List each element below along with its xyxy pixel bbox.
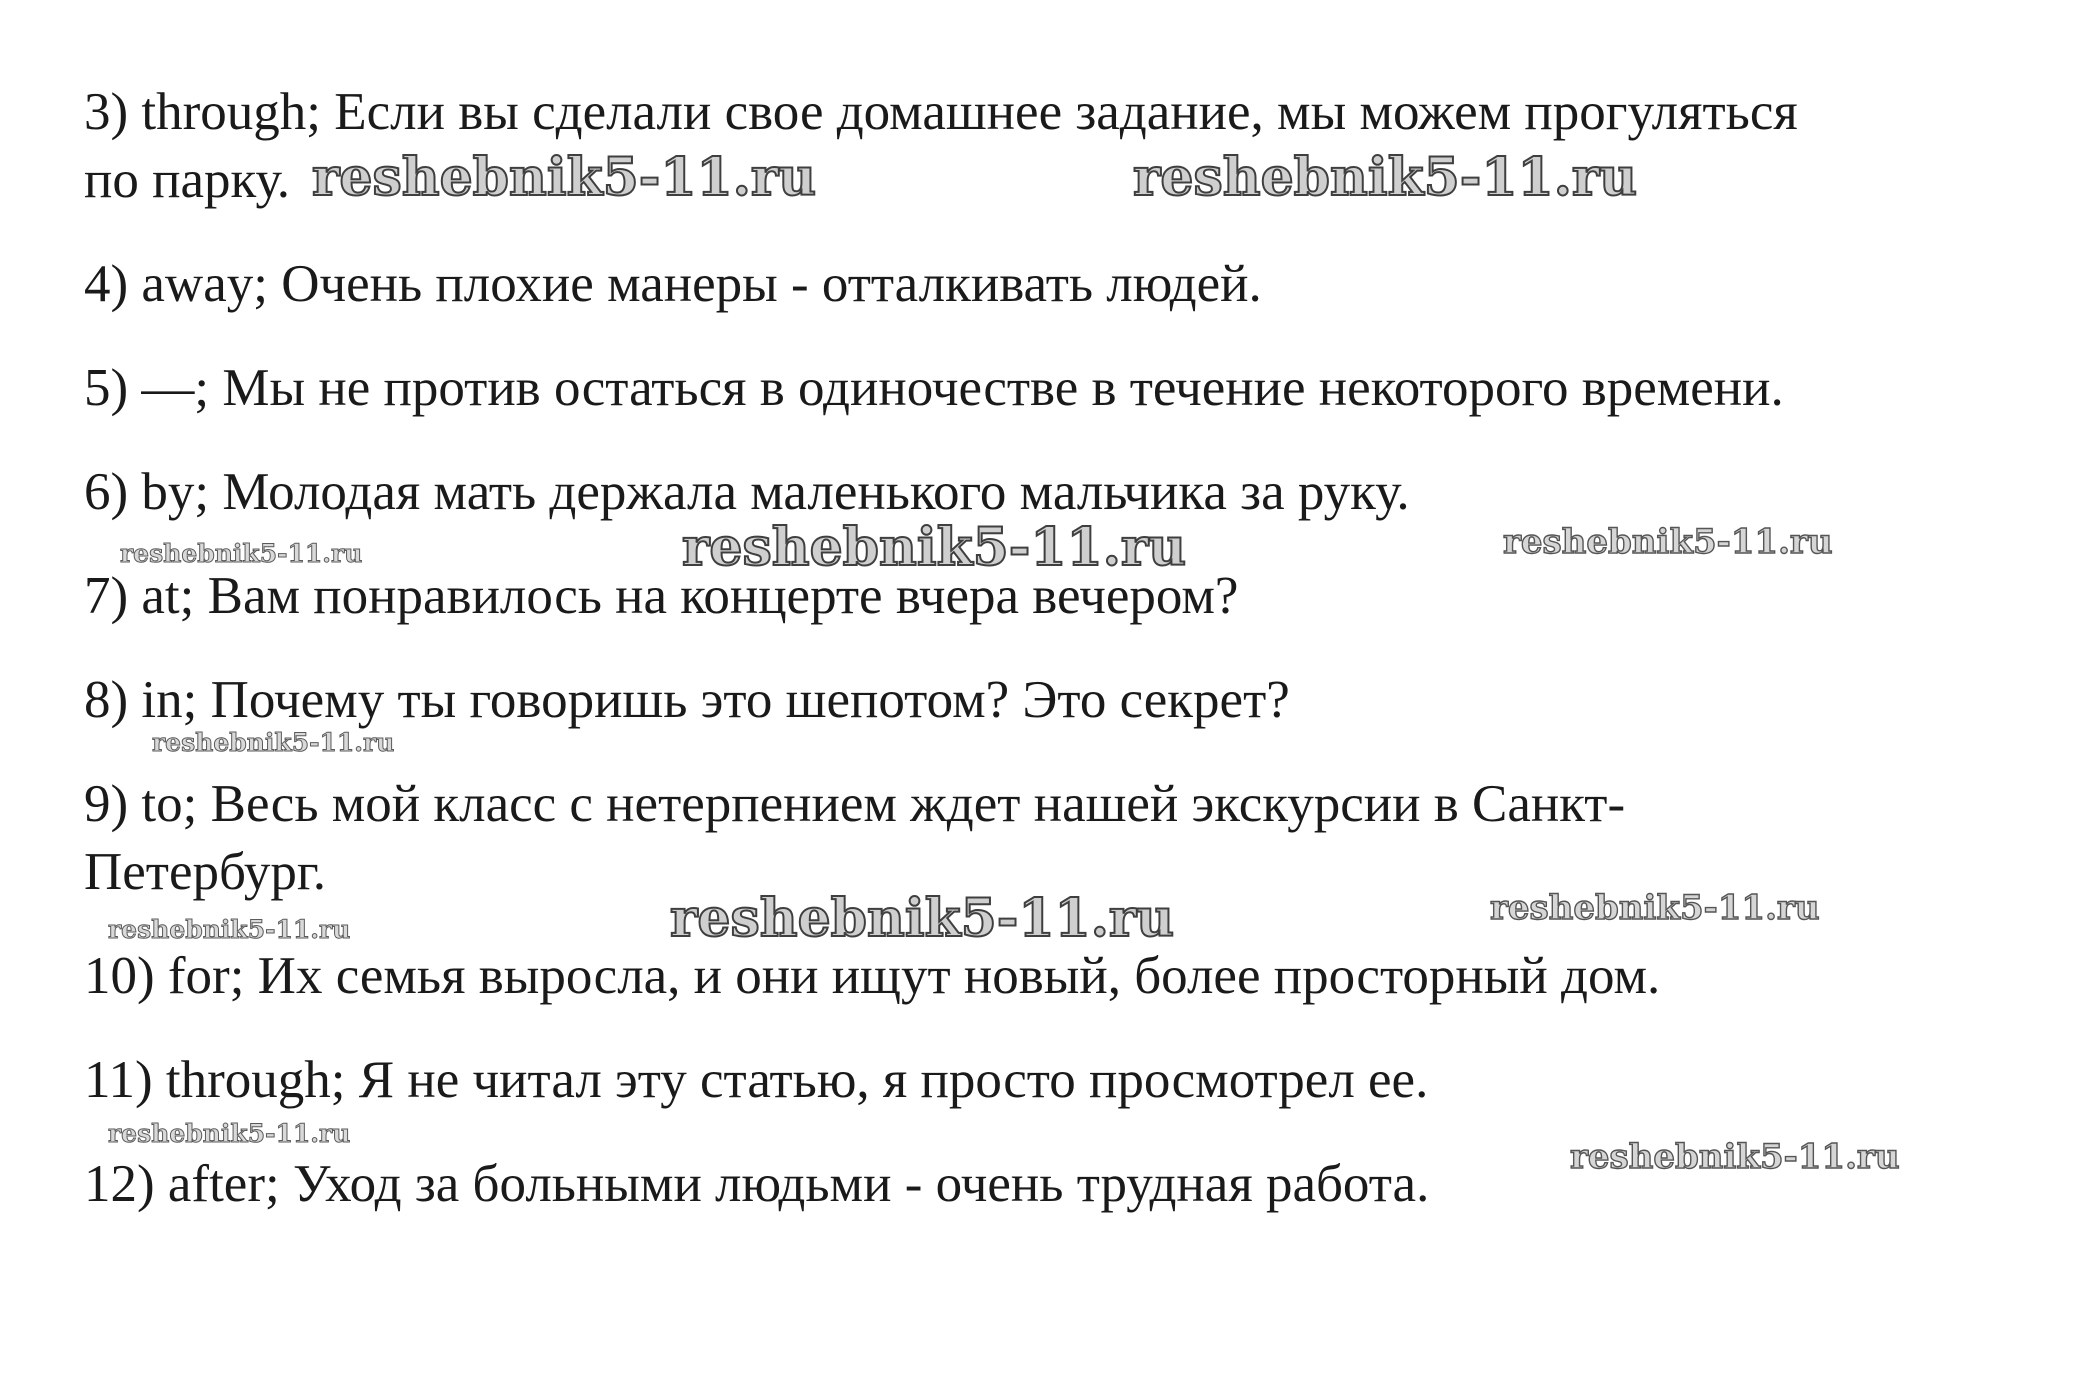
answer-4: 4) away; Очень плохие манеры - отталкивать людей. <box>84 255 1262 313</box>
watermark: reshebnik5-11.ru <box>152 728 395 757</box>
watermark: reshebnik5-11.ru <box>1133 147 1638 208</box>
answer-6: 6) by; Молодая мать держала маленького мальчика за руку. <box>84 463 1410 521</box>
answer-11: 11) through; Я не читал эту статью, я просто просмотрел ее. <box>84 1051 1429 1109</box>
answer-10: 10) for; Их семья выросла, и они ищут новый, более просторный дом. <box>84 947 1661 1005</box>
answer-8: 8) in; Почему ты говоришь это шепотом? Это секрет? <box>84 671 1290 729</box>
watermark: reshebnik5-11.ru <box>682 517 1187 578</box>
watermark: reshebnik5-11.ru <box>1503 522 1833 562</box>
answer-9-line-2: Петербург. <box>84 843 326 901</box>
answer-3-line-1: 3) through; Если вы сделали свое домашнее задание, мы можем прогуляться <box>84 83 1798 141</box>
answer-9-line-1: 9) to; Весь мой класс с нетерпением ждет нашей экскурсии в Санкт- <box>84 775 1626 833</box>
watermark: reshebnik5-11.ru <box>1570 1137 1900 1177</box>
watermark: reshebnik5-11.ru <box>120 539 363 568</box>
answer-5: 5) —; Мы не против остаться в одиночестве в течение некоторого времени. <box>84 359 1784 417</box>
watermark: reshebnik5-11.ru <box>670 888 1175 949</box>
answer-12: 12) after; Уход за больными людьми - очень трудная работа. <box>84 1155 1430 1213</box>
watermark: reshebnik5-11.ru <box>108 915 351 944</box>
answer-7: 7) at; Вам понравилось на концерте вчера вечером? <box>84 567 1239 625</box>
watermark: reshebnik5-11.ru <box>312 147 817 208</box>
answer-3-line-2: по парку. <box>84 151 290 209</box>
watermark: reshebnik5-11.ru <box>108 1119 351 1148</box>
watermark: reshebnik5-11.ru <box>1490 888 1820 928</box>
